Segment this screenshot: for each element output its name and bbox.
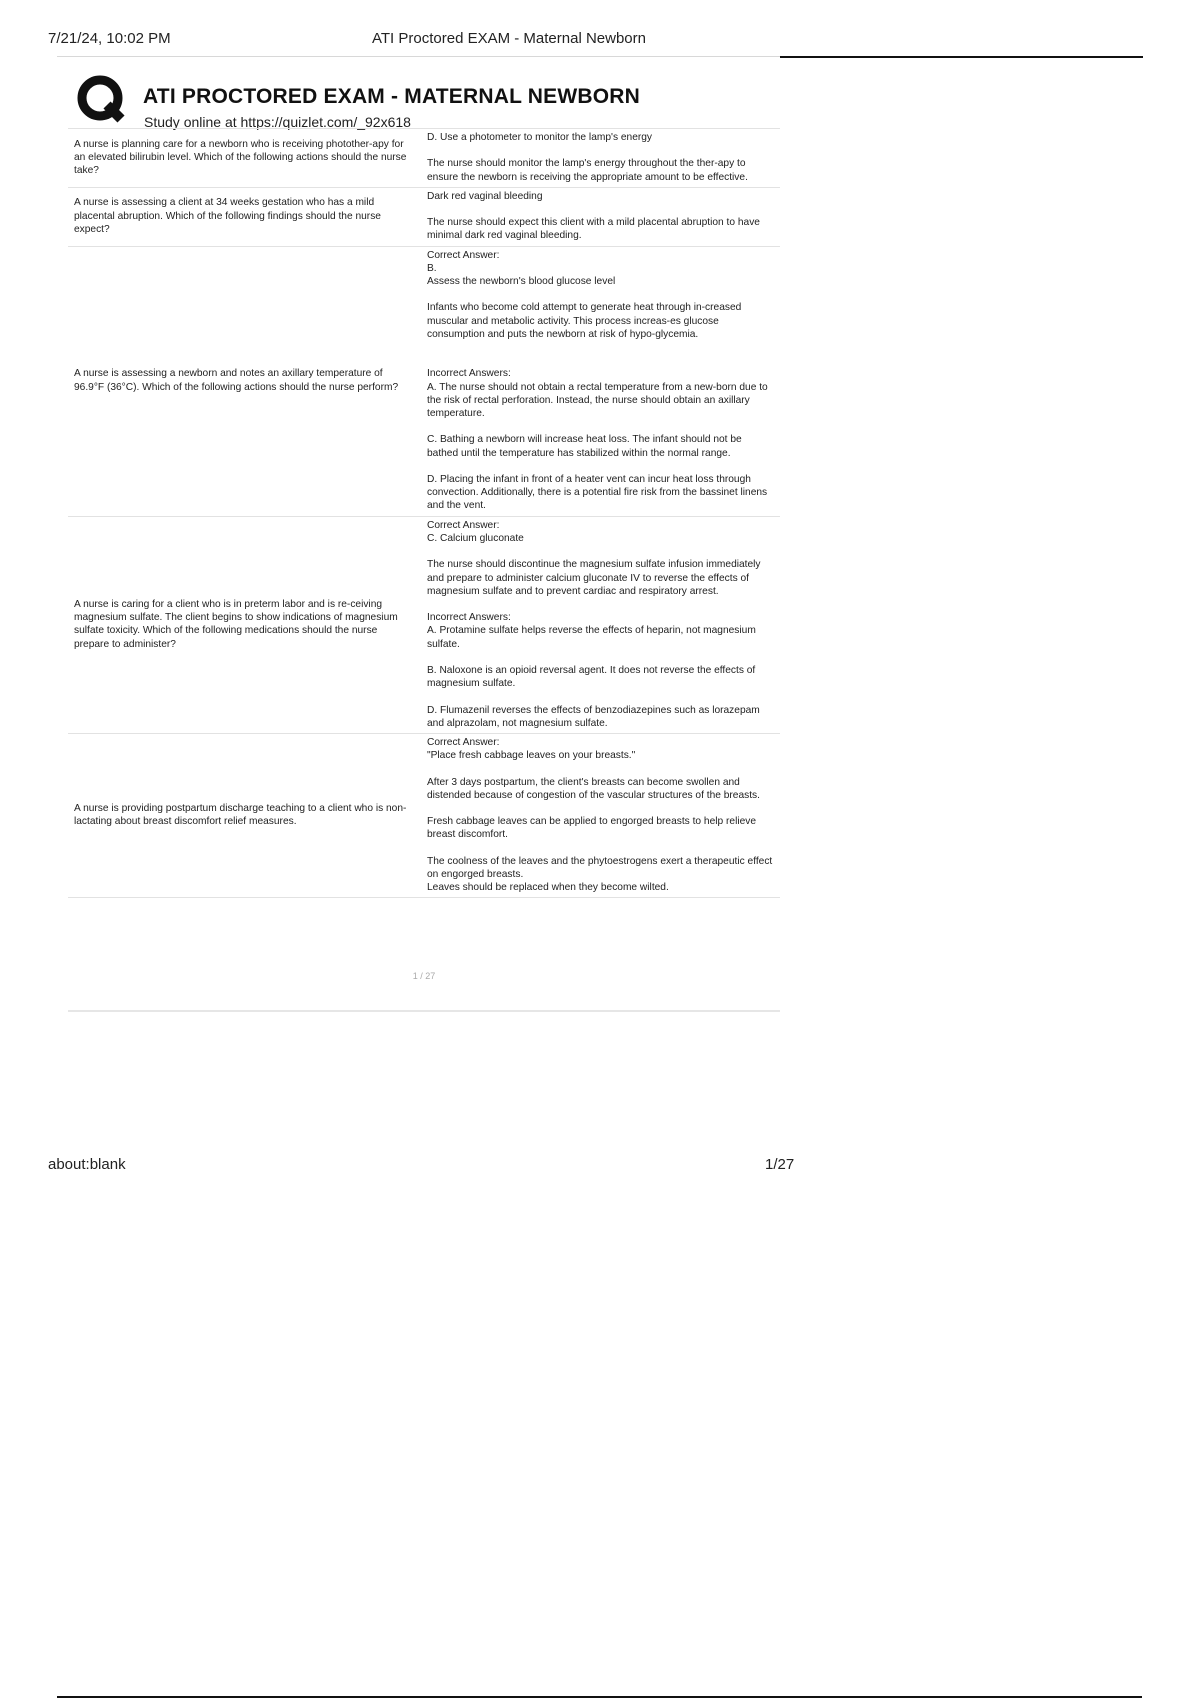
answer-text: Correct Answer: C. Calcium gluconate The nurse should discontinue the magnesium sulfate infusion immediately and prepare to administer calcium gluconate IV to reverse the effects of magnesium sulfate and to prevent cardiac and respiratory arrest. Incorrect Answers: A. Protamine sulfate helps reverse the effects of heparin, not magnesium sulfate. B. Naloxone is an opioid reversal agent. It does not reverse the effects of magnesium sulfate. D. Flumazenil reverses the effects of benzodiazepines such as lorazepam and alprazolam, not magnesium sulfate. — [426, 519, 761, 729]
document-title: ATI PROCTORED EXAM - MATERNAL NEWBORN — [143, 85, 641, 108]
qa-row — [68, 129, 780, 188]
inner-page-indicator: 1 / 27 — [412, 971, 436, 981]
footer-divider — [57, 1696, 1142, 1698]
question-text: A nurse is assessing a client at 34 weeks gestation who has a mild placental abruption. Which of the following findings should the nurse expect? — [68, 187, 421, 246]
document-header — [76, 70, 776, 136]
question-text: A nurse is caring for a client who is in preterm labor and is re-ceiving magnesium sulfate. The client begins to show indications of magnesium sulfate toxicity. Which of the following medications should the nurse prepare to administer? — [68, 516, 421, 733]
answer-cell — [421, 516, 780, 733]
qa-row — [68, 733, 780, 897]
document-sheet — [68, 60, 780, 1012]
answer-cell — [421, 246, 780, 516]
qa-row — [68, 187, 780, 246]
qa-table — [68, 128, 780, 898]
print-footer-page: 1/27 — [765, 1156, 795, 1173]
qa-row — [68, 246, 780, 516]
print-header-datetime: 7/21/24, 10:02 PM — [48, 30, 171, 47]
answer-text: D. Use a photometer to monitor the lamp's energy The nurse should monitor the lamp's energy throughout the ther-apy to ensure the newborn is receiving the appropriate amount to be effective. — [426, 132, 748, 183]
answer-cell — [421, 187, 780, 246]
question-text: A nurse is planning care for a newborn who is receiving photother-apy for an elevated bilirubin level. Which of the following actions should the nurse take? — [68, 129, 421, 188]
quizlet-q-logo-icon — [76, 74, 126, 124]
answer-text: Correct Answer: B. Assess the newborn's blood glucose level Infants who become cold attempt to generate heat through in-creased muscular and metabolic activity. This process increas-es glucose consumption and puts the newborn at risk of hypo-glycemia. Incorrect Answers: A. The nurse should not obtain a rectal temperature from a new-born due to the risk of rectal perforation. Instead, the nurse should obtain an axillary temperature. C. Bathing a newborn will increase heat loss. The infant should not be bathed until the temperature has stabilized within the normal range. D. Placing the infant in front of a heater vent can incur heat loss through convection. Additionally, there is a potential fire risk from the bassinet linens and the vent. — [426, 249, 768, 512]
answer-text: Correct Answer: "Place fresh cabbage leaves on your breasts." After 3 days postpartum, the client's breasts can become swollen and distended because of congestion of the vascular structures of the breasts. Fresh cabbage leaves can be applied to engorged breasts to help relieve breast discomfort. The coolness of the leaves and the phytoestrogens exert a therapeutic effect on engorged breasts. Leaves should be replaced when they become wilted. — [426, 736, 773, 894]
answer-cell — [421, 129, 780, 188]
document-subtitle: Study online at https://quizlet.com/_92x618 — [144, 114, 411, 130]
qa-row — [68, 516, 780, 733]
header-divider-accent — [780, 56, 1143, 58]
print-footer-url: about:blank — [48, 1156, 126, 1173]
question-text: A nurse is providing postpartum discharge teaching to a client who is non-lactating about breast discomfort relief measures. — [68, 733, 421, 897]
answer-text: Dark red vaginal bleeding The nurse should expect this client with a mild placental abruption to have minimal dark red vaginal bleeding. — [426, 190, 760, 242]
answer-cell — [421, 733, 780, 897]
print-header-title: ATI Proctored EXAM - Maternal Newborn — [372, 30, 646, 47]
question-text: A nurse is assessing a newborn and notes an axillary temperature of 96.9°F (36°C). Which of the following actions should the nurse perform? — [68, 246, 421, 516]
